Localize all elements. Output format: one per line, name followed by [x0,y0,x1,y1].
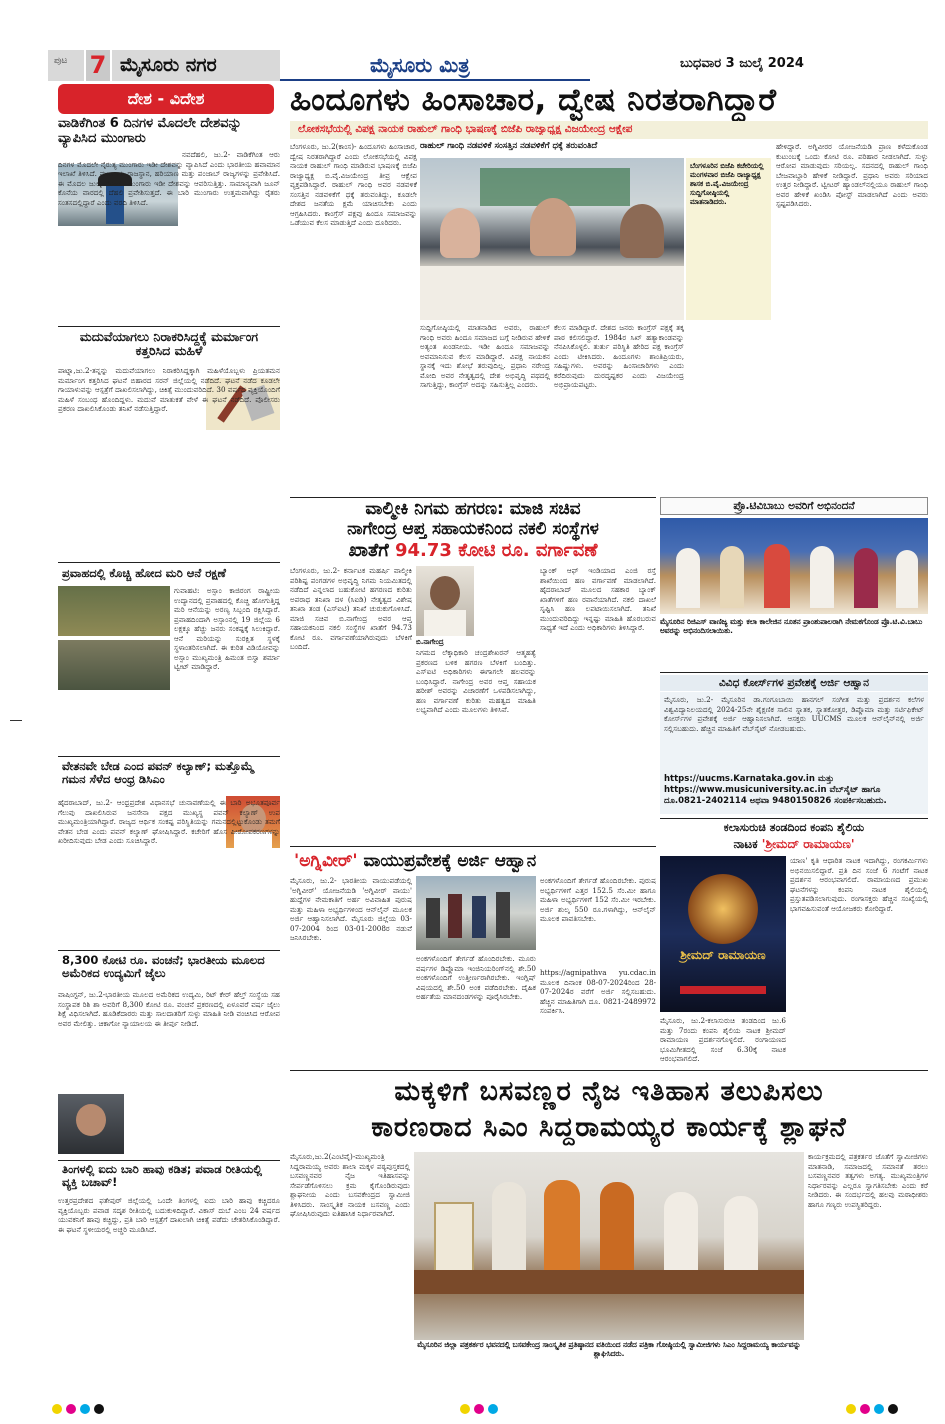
reg-dot [80,1404,90,1414]
basava-headline-1: ಮಕ್ಕಳಿಗೆ ಬಸವಣ್ಣರ ನೈಜ ಇತಿಹಾಸ ತಲುಪಿಸಲು [394,1076,824,1107]
reg-dot [874,1404,884,1414]
reg-dot [888,1404,898,1414]
agniveer-links: https://agnipathva yu.cdac.in ಮೂಲಕ ದಿನಾಂಕ 08-07-2024ರಿಂದ 28-07-2024ರ ವರೆಗೆ ಅರ್ಜಿ ಸಲ್ಲಿಸಬಹುದು. ಹೆಚ್ಚಿನ ಮಾಹಿತಿಗಾಗಿ ದೂ. 0821-2489972 ಸಂಪರ್ಕಿಸಿ. [540,968,656,1015]
monsoon-headline: ವಾಡಿಕೆಗಿಂತ 6 ದಿನಗಳ ಮೊದಲೇ ದೇಶವನ್ನು ವ್ಯಾಪಿಸಿದ ಮುಂಗಾರು [58,116,242,146]
valmiki-headline-3 [290,541,656,562]
divider [58,756,280,757]
lead-subhead: ಲೋಕಸಭೆಯಲ್ಲಿ ವಿಪಕ್ಷ ನಾಯಕ ರಾಹುಲ್ ಗಾಂಧಿ ಭಾಷಣಕ್ಕೆ ಬಿಜೆಪಿ ರಾಜ್ಯಾಧ್ಯಕ್ಷ ವಿಜಯೇಂದ್ರ ಆಕ್ಷೇಪ [298,123,633,135]
snake-body: ಉತ್ತರಪ್ರದೇಶದ ಫತೇಪುರ್ ಜಿಲ್ಲೆಯಲ್ಲಿ ಒಂದೇ ತಿಂಗಳಲ್ಲಿ ಐದು ಬಾರಿ ಹಾವು ಕಚ್ಚಿದರೂ ವ್ಯಕ್ತಿಯೊಬ್ಬರು ಪವಾಡ ಸದೃಶ ರೀತಿಯಲ್ಲಿ ಬದುಕುಳಿದಿದ್ದಾರೆ. ವಿಕಾಸ್ ದುಬೆ ಎಂಬ 24 ವರ್ಷದ ಯುವಕನಿಗೆ ಹಾವು ಕಚ್ಚಿದ್ದು, ಪ್ರತಿ ಬಾರಿ ಆಸ್ಪತ್ರೆಗೆ ದಾಖಲಾಗಿ ಚಿಕಿತ್ಸೆ ಪಡೆದು ಚೇತರಿಸಿಕೊಂಡಿದ್ದಾರೆ. ಈ ಘಟನೆ ಸ್ಥಳೀಯರಲ್ಲಿ ಅಚ್ಚರಿ ಮೂಡಿಸಿದೆ. [58,1196,280,1234]
agniveer-body-col3: ಅಂಕಗಳೊಂದಿಗೆ ತೇರ್ಗಡೆ ಹೊಂದಿರಬೇಕು. ಪುರುಷ ಅಭ್ಯರ್ಥಿಗಳಿಗೆ ಎತ್ತರ 152.5 ಸೆಂ.ಮೀ ಹಾಗೂ ಮಹಿಳಾ ಅಭ್ಯರ್ಥಿಗಳಿಗೆ 152 ಸೆಂ.ಮೀ ಇರಬೇಕು. ಅರ್ಜಿ ಶುಲ್ಕ 550 ರೂ.ಗಳಾಗಿದ್ದು, ಆನ್‌ಲೈನ್ ಮೂಲಕ ಪಾವತಿಸಬೇಕು. [540,876,656,923]
basava-body-col3: ಕಾರ್ಯಕ್ರಮದಲ್ಲಿ ಪತ್ರಕರ್ತರ ಜೊತೆಗೆ ಸ್ವಾಮೀಜಿಗಳು ಮಾತನಾಡಿ, ಸಮಾಜದಲ್ಲಿ ಸಮಾನತೆ ತರಲು ಬಸವಣ್ಣನವರ ತತ್ವಗಳು ಅಗತ್ಯ. ಮುಖ್ಯಮಂತ್ರಿಗಳ ನಿರ್ಧಾರವನ್ನು ಎಲ್ಲರೂ ಸ್ವಾಗತಿಸಬೇಕು ಎಂದು ಕರೆ ನೀಡಿದರು. ಈ ಸಂದರ್ಭದಲ್ಲಿ ಹಲವು ಮಠಾಧೀಶರು ಹಾಗೂ ಗಣ್ಯರು ಉಪಸ್ಥಿತರಿದ್ದರು. [808,1152,928,1209]
divider [290,1070,928,1071]
reg-dot [846,1404,856,1414]
reg-dot [460,1404,470,1414]
music-title: ವಿವಿಧ ಕೋರ್ಸ್‌ಗಳ ಪ್ರವೇಶಕ್ಕೆ ಅರ್ಜಿ ಆಹ್ವಾನ [719,677,869,689]
valmiki-body-col2: ನಿಗಮದ ಲೆಕ್ಕಾಧಿಕಾರಿ ಚಂದ್ರಶೇಖರನ್ ಆತ್ಮಹತ್ಯೆ ಪ್ರಕರಣದ ಬಳಿಕ ಹಗರಣ ಬೆಳಕಿಗೆ ಬಂದಿತ್ತು. ಎಸ್‌ಐಟಿ ಅಧಿಕಾರಿಗಳು ಈಗಾಗಲೇ ಹಲವರನ್ನು ಬಂಧಿಸಿದ್ದಾರೆ. ನಾಗೇಂದ್ರ ಅವರ ಆಪ್ತ ಸಹಾಯಕ ಹರೀಶ್ ಅವರನ್ನು ವಿಚಾರಣೆಗೆ ಒಳಪಡಿಸಲಾಗಿದ್ದು, ಹಣ ವರ್ಗಾವಣೆ ಕುರಿತು ಮಹತ್ವದ ಮಾಹಿತಿ ಲಭ್ಯವಾಗಿದೆ ಎಂದು ಮೂಲಗಳು ತಿಳಿಸಿವೆ. [416,648,536,714]
pawan-headline: ವೇತನವೇ ಬೇಡ ಎಂದ ಪವನ್ ಕಲ್ಯಾಣ್; ಮತ್ತೊಮ್ಮೆ ಗಮನ ಸೆಳೆದ ಆಂಧ್ರ ಡಿಸಿಎಂ [62,759,254,787]
valmiki-headline-1: ವಾಲ್ಮೀಕಿ ನಿಗಮ ಹಗರಣ: ಮಾಜಿ ಸಚಿವ [365,499,581,519]
section-title: ಮೈಸೂರು ನಗರ [120,54,217,76]
valmiki-headline-2: ನಾಗೇಂದ್ರ ಆಪ್ತ ಸಹಾಯಕನಿಂದ ನಕಲಿ ಸಂಸ್ಥೆಗಳ [347,519,599,539]
elephant-body-cont [58,694,280,750]
ramayana-body-right: ಯಾಣ' ಕೃತಿ ಆಧಾರಿತ ನಾಟಕ ಇದಾಗಿದ್ದು, ರಂಗಕರ್ಮಿಗಳು ಅಭಿನಯಿಸಲಿದ್ದಾರೆ. ಪ್ರತಿ ದಿನ ಸಂಜೆ 6 ಗಂಟೆಗೆ ನಾಟಕ ಪ್ರದರ್ಶನ ಆರಂಭವಾಗಲಿದೆ. ರಾಮಾಯಣದ ಪ್ರಮುಖ ಘಟನೆಗಳನ್ನು ಕಂಪನಿ ನಾಟಕ ಶೈಲಿಯಲ್ಲಿ ಪ್ರಸ್ತುತಪಡಿಸಲಾಗುವುದು. ರಂಗಾಸಕ್ತರು ಹೆಚ್ಚಿನ ಸಂಖ್ಯೆಯಲ್ಲಿ ಭಾಗವಹಿಸುವಂತೆ ಆಯೋಜಕರು ಕೋರಿದ್ದಾರೆ. [790,856,928,913]
reg-dot [488,1404,498,1414]
elephant-headline: ಪ್ರವಾಹದಲ್ಲಿ ಕೊಚ್ಚಿ ಹೋದ ಮರಿ ಆನೆ ರಕ್ಷಣೆ [62,566,226,580]
ramayana-title-name: 'ಶ್ರೀಮದ್ ರಾಮಾಯಣ' [761,837,855,851]
lead-kicker: ರಾಹುಲ್ ಗಾಂಧಿ ನಡವಳಿಕೆ ಸಂಸತ್ತಿನ ನಡವಳಿಕೆಗೆ ಧಕ್ಕೆ ತರುವಂತಿದೆ [420,142,598,151]
felicitation-title: ಪ್ರೊ.ಟಿವಿಬಾಬು ಅವರಿಗೆ ಅಭಿನಂದನೆ [733,500,855,512]
nagendra-photo-label: ಬಿ.ನಾಗೇಂದ್ರ [416,638,444,646]
divider [58,1160,280,1161]
page-number: 7 [84,50,112,81]
reg-dot [94,1404,104,1414]
ramayana-poster [660,856,786,1012]
basava-photo [414,1152,804,1340]
valmiki-body-col2-top [478,566,536,646]
snake-headline: ತಿಂಗಳಲ್ಲಿ ಐದು ಬಾರಿ ಹಾವು ಕಡಿತ; ಪವಾಡ ರೀತಿಯಲ್ಲಿ ವ್ಯಕ್ತಿ ಬಚಾವ್! [62,1162,263,1190]
divider [660,818,928,819]
divider [58,326,280,327]
divider [660,672,928,673]
lead-body-col4: ಹೇಳಿದ್ದಾರೆ. ಅಗ್ನಿವೀರರ ಯೋಜನೆಯಡಿ ಪ್ರಾಣ ಕಳೆದುಕೊಂಡ ಕುಟುಂಬಕ್ಕೆ ಒಂದು ಕೋಟಿ ರೂ. ಪರಿಹಾರ ನೀಡಲಾಗಿದೆ. ಸುಳ್ಳು ಆರೋಪ ಮಾಡುವುದು ಸರಿಯಲ್ಲ. ಸದನದಲ್ಲಿ ರಾಹುಲ್ ಗಾಂಧಿ ಬೇಜವಾಬ್ದಾರಿ ಹೇಳಿಕೆ ನೀಡಿದ್ದಾರೆ. ಪ್ರಧಾನಿ ಅವರು ಸರಿಯಾದ ಉತ್ತರ ನೀಡಿದ್ದಾರೆ. ಟ್ವೀಟರ್ ಹ್ಯಾಂಡಲ್‌ನಲ್ಲಿಯೂ ರಾಹುಲ್ ಗಾಂಧಿ ಅವರ ಹೇಳಿಕೆ ಖಂಡಿಸಿ ಪೋಸ್ಟ್ ಮಾಡಲಾಗಿದೆ ಎಂದು ಅವರು ಸ್ಪಷ್ಟಪಡಿಸಿದರು. [776,142,928,208]
margin-mark [10,720,22,721]
reg-dot [474,1404,484,1414]
basava-headline-2: ಕಾರಣರಾದ ಸಿಎಂ ಸಿದ್ದರಾಮಯ್ಯರ ಕಾರ್ಯಕ್ಕೆ ಶ್ಲಾಘನೆ [371,1112,847,1143]
marriage-headline: ಮದುವೆಯಾಗಲು ನಿರಾಕರಿಸಿದ್ದಕ್ಕೆ ಮರ್ಮಾಂಗ ಕತ್ತರಿಸಿದ ಮಹಿಳೆ [79,329,259,359]
valmiki-headline-3a: ಖಾತೆಗೆ [348,540,395,561]
divider [290,497,656,498]
divider [290,846,656,847]
lead-photo [420,158,684,320]
lead-body-col1: ಬೆಂಗಳೂರು, ಜು.2(ಕಾಂಸ)- ಹಿಂದೂಗಳು ಹಿಂಸಾಚಾರ, ದ್ವೇಷ ನಿರತರಾಗಿದ್ದಾರೆ ಎಂದು ಲೋಕಸಭೆಯಲ್ಲಿ ವಿಪಕ್ಷ ನಾಯಕ ರಾಹುಲ್ ಗಾಂಧಿ ಮಾಡಿರುವ ಭಾಷಣಕ್ಕೆ ಬಿಜೆಪಿ ರಾಜ್ಯಾಧ್ಯಕ್ಷ ಬಿ.ವೈ.ವಿಜಯೇಂದ್ರ ತೀವ್ರ ಆಕ್ಷೇಪ ವ್ಯಕ್ತಪಡಿಸಿದ್ದಾರೆ. ರಾಹುಲ್ ಗಾಂಧಿ ಅವರ ನಡವಳಿಕೆ ಸಂಸತ್ತಿನ ನಡವಳಿಕೆಗೆ ಧಕ್ಕೆ ತರುವಂತಿದ್ದು, ಕೂಡಲೇ ದೇಶದ ಜನತೆಯ ಕ್ಷಮೆ ಯಾಚಿಸಬೇಕು ಎಂದು ಆಗ್ರಹಿಸಿದರು. ಕಾಂಗ್ರೆಸ್ ಪಕ್ಷವು ಹಿಂದೂ ಸಮಾಜವನ್ನು ಒಡೆಯುವ ಕೆಲಸ ಮಾಡುತ್ತಿದೆ ಎಂದು ದೂರಿದರು. [290,142,417,227]
lead-body-col3: ಕೆಲಸ ಮಾಡಿದ್ದಾರೆ. ದೇಶದ ಜನರು ಕಾಂಗ್ರೆಸ್ ಪಕ್ಷಕ್ಕೆ ತಕ್ಕ ಪಾಠ ಕಲಿಸಲಿದ್ದಾರೆ. 1984ರ ಸಿಖ್ ಹತ್ಯಾಕಾಂಡವನ್ನು ನೆನಪಿಸಿಕೊಳ್ಳಲಿ. ತುರ್ತು ಪರಿಸ್ಥಿತಿ ಹೇರಿದ ಪಕ್ಷ ಕಾಂಗ್ರೆಸ್ ಎಂದು ಟೀಕಿಸಿದರು. ಹಿಂದೂಗಳು ಶಾಂತಿಪ್ರಿಯರು, ಸಹಿಷ್ಣುಗಳು. ಅವರನ್ನು ಹಿಂಸಾಚಾರಿಗಳು ಎಂದು ಕರೆದಿರುವುದು ದುರದೃಷ್ಟಕರ ಎಂದು ವಿಜಯೇಂದ್ರ ಅಭಿಪ್ರಾಯಪಟ್ಟರು. [554,323,684,389]
divider [58,562,280,563]
section-banner: ದೇಶ - ವಿದೇಶ [58,84,274,114]
pawan-body: ಹೈದರಾಬಾದ್, ಜು.2- ಆಂಧ್ರಪ್ರದೇಶ ವಿಧಾನಸಭೆ ಚುನಾವಣೆಯಲ್ಲಿ ಈ ಬಾರಿ ಅಭೂತಪೂರ್ವ ಗೆಲುವು ದಾಖಲಿಸಿರುವ ಜನಸೇನಾ ಪಕ್ಷದ ಮುಖ್ಯಸ್ಥ ಪವನ್ ಕಲ್ಯಾಣ್ ಉಪ ಮುಖ್ಯಮಂತ್ರಿಯಾಗಿದ್ದಾರೆ. ರಾಜ್ಯದ ಆರ್ಥಿಕ ಸಂಕಷ್ಟ ಪರಿಸ್ಥಿತಿಯನ್ನು ಗಮನದಲ್ಲಿಟ್ಟುಕೊಂಡು ತಮಗೆ ವೇತನ ಬೇಡ ಎಂದು ಪವನ್ ಕಲ್ಯಾಣ್ ಘೋಷಿಸಿದ್ದಾರೆ. ಕಚೇರಿಗೆ ಹೊಸ ಪೀಠೋಪಕರಣಗಳನ್ನು ಖರೀದಿಸುವುದು ಬೇಡ ಎಂದು ಸೂಚಿಸಿದ್ದಾರೆ. [58,798,280,845]
valmiki-body-col1: ಬೆಂಗಳೂರು, ಜು.2- ಕರ್ನಾಟಕ ಮಹರ್ಷಿ ವಾಲ್ಮೀಕಿ ಪರಿಶಿಷ್ಟ ಪಂಗಡಗಳ ಅಭಿವೃದ್ಧಿ ನಿಗಮ ನಿಯಮಿತದಲ್ಲಿ ನಡೆದಿದೆ ಎನ್ನಲಾದ ಬಹುಕೋಟಿ ಹಗರಣದ ಕುರಿತು ಅಪರಾಧ ತನಿಖಾ ದಳ (ಸಿಐಡಿ) ನೇತೃತ್ವದ ವಿಶೇಷ ತನಿಖಾ ತಂಡ (ಎಸ್‌ಐಟಿ) ತನಿಖೆ ಚುರುಕುಗೊಳಿಸಿದೆ. ಮಾಜಿ ಸಚಿವ ಬಿ.ನಾಗೇಂದ್ರ ಅವರ ಆಪ್ತ ಸಹಾಯಕನಿಂದ ನಕಲಿ ಸಂಸ್ಥೆಗಳ ಖಾತೆಗೆ 94.73 ಕೋಟಿ ರೂ. ವರ್ಗಾವಣೆಯಾಗಿರುವುದು ಬೆಳಕಿಗೆ ಬಂದಿದೆ. [290,566,412,651]
agniveer-title-rest: ವಾಯುಪ್ರವೇಶಕ್ಕೆ ಅರ್ಜಿ ಆಹ್ವಾನ [357,851,537,871]
nagendra-photo [416,566,474,636]
lead-photo-caption: ಬೆಂಗಳೂರಿನ ಬಿಜೆಪಿ ಕಚೇರಿಯಲ್ಲಿ ಮಂಗಳವಾರ ಬಿಜೆಪಿ ರಾಜ್ಯಾಧ್ಯಕ್ಷ ಶಾಸಕ ಬಿ.ವೈ.ವಿಜಯೇಂದ್ರ ಸುದ್ದಿಗೋಷ್ಠಿಯಲ್ಲಿ ಮಾತನಾಡಿದರು. [690,162,764,207]
marriage-body: ಪಾಟ್ನಾ,ಜು.2-ತನ್ನನ್ನು ಮದುವೆಯಾಗಲು ನಿರಾಕರಿಸಿದ್ದಕ್ಕಾಗಿ ಮಹಿಳೆಯೊಬ್ಬಳು ಪ್ರಿಯತಮನ ಮರ್ಮಾಂಗ ಕತ್ತರಿಸಿದ ಘಟನೆ ಬಿಹಾರದ ಸರನ್ ಜಿಲ್ಲೆಯಲ್ಲಿ ನಡೆದಿದೆ. ಘಟನೆ ನಡೆದ ಕೂಡಲೇ ಗಾಯಾಳುವನ್ನು ಆಸ್ಪತ್ರೆಗೆ ದಾಖಲಿಸಲಾಗಿದ್ದು, ಚಿಕಿತ್ಸೆ ಮುಂದುವರಿದಿದೆ. 30 ವರ್ಷದ ವ್ಯಕ್ತಿಯೊಂದಿಗೆ ಮಹಿಳೆ ಸಂಬಂಧ ಹೊಂದಿದ್ದಳು. ಮದುವೆ ಮಾತುಕತೆ ವೇಳೆ ಈ ಘಟನೆ ನಡೆದಿದೆ. ಪೊಲೀಸರು ಪ್ರಕರಣ ದಾಖಲಿಸಿಕೊಂಡು ತನಿಖೆ ನಡೆಸುತ್ತಿದ್ದಾರೆ. [58,366,280,413]
agniveer-title: 'ಅಗ್ನಿವೀರ್' [294,851,358,871]
reg-dot [860,1404,870,1414]
agniveer-body-col1: ಮೈಸೂರು, ಜು.2- ಭಾರತೀಯ ವಾಯುಪಡೆಯಲ್ಲಿ 'ಅಗ್ನಿವೀರ್' ಯೋಜನೆಯಡಿ 'ಅಗ್ನಿವೀರ್ ವಾಯು' ಹುದ್ದೆಗಳ ನೇಮಕಾತಿಗೆ ಅರ್ಹ ಅವಿವಾಹಿತ ಪುರುಷ ಮತ್ತು ಮಹಿಳಾ ಅಭ್ಯರ್ಥಿಗಳಿಂದ ಆನ್‌ಲೈನ್ ಮೂಲಕ ಅರ್ಜಿ ಆಹ್ವಾನಿಸಲಾಗಿದೆ. ಮೈಸೂರು ಜಿಲ್ಲೆಯ 03-07-2004 ರಿಂದ 03-01-2008ರ ನಡುವೆ ಜನಿಸಿರಬೇಕು. [290,876,412,942]
page-label: ಪುಟ [54,56,68,66]
basava-body-col1: ಮೈಸೂರು,ಜು.2(ಎಂಟಿವೈ)-ಮುಖ್ಯಮಂತ್ರಿ ಸಿದ್ದರಾಮಯ್ಯ ಅವರು ಶಾಲಾ ಮಕ್ಕಳ ಪಠ್ಯಪುಸ್ತಕದಲ್ಲಿ ಬಸವಣ್ಣನವರ ನೈಜ ಇತಿಹಾಸವನ್ನು ಸೇರ್ಪಡೆಗೊಳಿಸಲು ಕ್ರಮ ಕೈಗೊಂಡಿರುವುದು ಶ್ಲಾಘನೀಯ ಎಂದು ಬಸವಕೇಂದ್ರದ ಸ್ವಾಮೀಜಿ ತಿಳಿಸಿದರು. ಸಾಂಸ್ಕೃತಿಕ ನಾಯಕ ಬಸವಣ್ಣ ಎಂದು ಘೋಷಿಸಿರುವುದು ಐತಿಹಾಸಿಕ ನಿರ್ಧಾರವಾಗಿದೆ. [290,1152,410,1218]
ramayana-body-left: ಮೈಸೂರು, ಜು.2-ಕಲಾಸುರುಚಿ ತಂಡದಿಂದ ಜು.6 ಮತ್ತು 7ರಂದು ಕಂಪನಿ ಶೈಲಿಯ ನಾಟಕ ಶ್ರೀಮದ್ ರಾಮಾಯಣ ಪ್ರದರ್ಶನಗೊಳ್ಳಲಿದೆ. ರಂಗಾಯಣದ ಭೂಮಿಗೀತದಲ್ಲಿ ಸಂಜೆ 6.30ಕ್ಕೆ ನಾಟಕ ಆರಂಭವಾಗಲಿದೆ. [660,1016,786,1063]
ramayana-poster-title: ಶ್ರೀಮದ್ ರಾಮಾಯಣ [680,948,766,962]
music-body: ಮೈಸೂರು, ಜು.2- ಮೈಸೂರಿನ ಡಾ.ಗಂಗೂಬಾಯಿ ಹಾನಗಲ್ ಸಂಗೀತ ಮತ್ತು ಪ್ರದರ್ಶನ ಕಲೆಗಳ ವಿಶ್ವವಿದ್ಯಾನಿಲಯದಲ್ಲಿ 2024-25ನೇ ಶೈಕ್ಷಣಿಕ ಸಾಲಿನ ಸ್ನಾತಕ, ಸ್ನಾತಕೋತ್ತರ, ಡಿಪ್ಲೊಮಾ ಮತ್ತು ಸರ್ಟಿಫಿಕೇಟ್ ಕೋರ್ಸ್‌ಗಳ ಪ್ರವೇಶಕ್ಕೆ ಅರ್ಜಿ ಆಹ್ವಾನಿಸಲಾಗಿದೆ. ಆಸಕ್ತರು UUCMS ಮೂಲಕ ಆನ್‌ಲೈನ್‌ನಲ್ಲಿ ಅರ್ಜಿ ಸಲ್ಲಿಸಬಹುದು. ಹೆಚ್ಚಿನ ಮಾಹಿತಿಗೆ ವೆಬ್‌ಸೈಟ್ ನೋಡಬಹುದು. [664,695,924,733]
ramayana-title-1: ಕಲಾಸುರುಚಿ ತಂಡದಿಂದ ಕಂಪನಿ ಶೈಲಿಯ [723,821,865,834]
agniveer-photo [416,876,536,950]
felicitation-photo [660,518,928,614]
elephant-body: ಗುವಾಹಟಿ: ಅಸ್ಸಾಂ ಕಾಜಿರಂಗ ರಾಷ್ಟ್ರೀಯ ಉದ್ಯಾನದಲ್ಲಿ ಪ್ರವಾಹದಲ್ಲಿ ಕೊಚ್ಚಿ ಹೋಗುತ್ತಿದ್ದ ಮರಿ ಆನೆಯನ್ನು ಅರಣ್ಯ ಸಿಬ್ಬಂದಿ ರಕ್ಷಿಸಿದ್ದಾರೆ. ಪ್ರವಾಹದಿಂದಾಗಿ ಅಸ್ಸಾಂನಲ್ಲಿ 19 ಜಿಲ್ಲೆಯ 6 ಲಕ್ಷಕ್ಕೂ ಹೆಚ್ಚು ಜನರು ಸಂಕಷ್ಟಕ್ಕೆ ಸಿಲುಕಿದ್ದಾರೆ. ಆನೆ ಮರಿಯನ್ನು ಸುರಕ್ಷಿತ ಸ್ಥಳಕ್ಕೆ ಸ್ಥಳಾಂತರಿಸಲಾಗಿದೆ. ಈ ಕುರಿತ ವಿಡಿಯೋವನ್ನು ಅಸ್ಸಾಂ ಮುಖ್ಯಮಂತ್ರಿ ಹಿಮಂತ ಬಿಸ್ವಾ ಶರ್ಮಾ ಟ್ವೀಟ್ ಮಾಡಿದ್ದಾರೆ. [174,586,280,671]
basava-photo-caption: ಮೈಸೂರಿನ ಜಿಲ್ಲಾ ಪತ್ರಕರ್ತರ ಭವನದಲ್ಲಿ ಬಸವಕೇಂದ್ರ ಸಾಂಸ್ಕೃತಿಕ ಪ್ರತಿಷ್ಠಾನದ ವತಿಯಿಂದ ನಡೆದ ಪತ್ರಿಕಾ ಗೋಷ್ಠಿಯಲ್ಲಿ ಸ್ವಾಮೀಜಿಗಳು ಸಿಎಂ ಸಿದ್ದರಾಮಯ್ಯ ಕಾರ್ಯವನ್ನು ಶ್ಲಾಘಿಸಿದರು. [417,1340,801,1359]
fraud-body: ವಾಷಿಂಗ್ಟನ್, ಜು.2-ಭಾರತೀಯ ಮೂಲದ ಅಮೆರಿಕದ ಉದ್ಯಮಿ, ರಿಟ್ ಕೇರ್ ಹೆಲ್ತ್ ಸಂಸ್ಥೆಯ ಸಹ ಸಂಸ್ಥಾಪಕ ರಿಶಿ ಶಾ ಅವರಿಗೆ 8,300 ಕೋಟಿ ರೂ. ವಂಚನೆ ಪ್ರಕರಣದಲ್ಲಿ ಏಳೂವರೆ ವರ್ಷ ಜೈಲು ಶಿಕ್ಷೆ ವಿಧಿಸಲಾಗಿದೆ. ಹೂಡಿಕೆದಾರರು ಮತ್ತು ಸಾಲದಾತರಿಗೆ ಸುಳ್ಳು ಮಾಹಿತಿ ನೀಡಿ ವಂಚಿಸಿದ ಆರೋಪ ಅವರ ಮೇಲಿತ್ತು. ಚಿಕಾಗೋ ನ್ಯಾಯಾಲಯ ಈ ತೀರ್ಪು ನೀಡಿದೆ. [58,990,280,1028]
agniveer-headline [294,852,656,872]
lead-headline: ಹಿಂದೂಗಳು ಹಿಂಸಾಚಾರ, ದ್ವೇಷ ನಿರತರಾಗಿದ್ದಾರೆ [290,82,777,118]
elephant-photo-2 [58,640,170,690]
divider [58,950,280,951]
valmiki-amount: 94.73 ಕೋಟಿ ರೂ. ವರ್ಗಾವಣೆ [395,540,598,561]
felicitation-caption: ಮೈಸೂರಿನ ರಿಜಿಎಸ್ ವಾಣಿಜ್ಯ ಮತ್ತು ಕಲಾ ಕಾಲೇಜಿನ ನೂತನ ಪ್ರಾಂಶುಪಾಲರಾಗಿ ನೇಮಕಗೊಂಡ ಪ್ರೊ.ಟಿ.ವಿ.ಬಾಬು ಅವರನ್ನು ಅಭಿನಂದಿಸಲಾಯಿತು. [660,617,923,636]
ramayana-body-cont [790,1016,928,1066]
music-links: https://uucms.Karnataka.gov.in ಮತ್ತು https://www.musicuniversity.ac.in ವೆಬ್‌ಸೈಟ್ ಹಾಗೂ ದೂ.0821-2402114 ಅಥವಾ 9480150826 ಸಂಪರ್ಕಿಸಬಹುದು. [664,774,887,807]
lead-body-col2: ಸುದ್ದಿಗೋಷ್ಠಿಯಲ್ಲಿ ಮಾತನಾಡಿದ ಅವರು, ರಾಹುಲ್ ಗಾಂಧಿ ಅವರು ಹಿಂದೂ ಸಮಾಜದ ಬಗ್ಗೆ ನೀಡಿರುವ ಹೇಳಿಕೆ ಅತ್ಯಂತ ಖಂಡನೀಯ. ಇಡೀ ಹಿಂದೂ ಸಮಾಜವನ್ನು ಅವಮಾನಿಸುವ ಕೆಲಸ ಮಾಡಿದ್ದಾರೆ. ವಿಪಕ್ಷ ನಾಯಕನ ಸ್ಥಾನಕ್ಕೆ ಇದು ಶೋಭೆ ತರುವುದಿಲ್ಲ. ಪ್ರಧಾನಿ ನರೇಂದ್ರ ಮೋದಿ ಅವರ ನೇತೃತ್ವದಲ್ಲಿ ದೇಶ ಅಭಿವೃದ್ಧಿ ಪಥದಲ್ಲಿ ಸಾಗುತ್ತಿದ್ದು, ಕಾಂಗ್ರೆಸ್ ಅದನ್ನು ಸಹಿಸುತ್ತಿಲ್ಲ ಎಂದರು. [420,323,550,389]
agniveer-body-col2: ಅಂಕಗಳೊಂದಿಗೆ ತೇರ್ಗಡೆ ಹೊಂದಿರಬೇಕು. ಮೂರು ವರ್ಷಗಳ ಡಿಪ್ಲೊಮಾ ಇಂಜಿನಿಯರಿಂಗ್‌ನಲ್ಲಿ ಶೇ.50 ಅಂಕಗಳೊಂದಿಗೆ ಉತ್ತೀರ್ಣರಾಗಿರಬೇಕು. ಇಂಗ್ಲಿಷ್ ವಿಷಯದಲ್ಲಿ ಶೇ.50 ಅಂಕ ಪಡೆದಿರಬೇಕು. ದೈಹಿಕ ಅರ್ಹತೆಯ ಮಾನದಂಡಗಳನ್ನು ಪೂರೈಸಿರಬೇಕು. [416,954,536,1001]
reg-dot [66,1404,76,1414]
issue-date: ಬುಧವಾರ 3 ಜುಲೈ 2024 [680,56,804,71]
reg-dot [52,1404,62,1414]
valmiki-body-col3: ಬ್ಯಾಂಕ್ ಆಫ್ ಇಂಡಿಯಾದ ಎಂಜಿ ರಸ್ತೆ ಶಾಖೆಯಿಂದ ಹಣ ವರ್ಗಾವಣೆ ಮಾಡಲಾಗಿದೆ. ಹೈದರಾಬಾದ್ ಮೂಲದ ಸಹಕಾರ ಬ್ಯಾಂಕ್ ಖಾತೆಗಳಿಗೆ ಹಣ ರವಾನೆಯಾಗಿದೆ. ನಕಲಿ ದಾಖಲೆ ಸೃಷ್ಟಿಸಿ ಹಣ ಲಪಟಾಯಿಸಲಾಗಿದೆ. ತನಿಖೆ ಮುಂದುವರಿದಿದ್ದು ಇನ್ನಷ್ಟು ಮಾಹಿತಿ ಹೊರಬರುವ ಸಾಧ್ಯತೆ ಇದೆ ಎಂದು ಅಧಿಕಾರಿಗಳು ತಿಳಿಸಿದ್ದಾರೆ. [540,566,656,632]
ramayana-title-prefix: ನಾಟಕ [733,837,762,851]
monsoon-body: ನವದೆಹಲಿ, ಜು.2- ವಾಡಿಕೆಗಿಂತ ಆರು ದಿನಗಳ ಮೊದಲೇ ನೈರುತ್ಯ ಮುಂಗಾರು ಇಡೀ ದೇಶವನ್ನು ವ್ಯಾಪಿಸಿದೆ ಎಂದು ಭಾರತೀಯ ಹವಾಮಾನ ಇಲಾಖೆ ತಿಳಿಸಿದೆ. ಮುಂಗಾರು ರಾಜಸ್ಥಾನ, ಹರಿಯಾಣ ಮತ್ತು ಪಂಜಾಬ್ ರಾಜ್ಯಗಳನ್ನು ಪ್ರವೇಶಿಸಿದೆ. ಈ ಮೊದಲ ಜುಲೈ 8ರಂದು ಮುಂಗಾರು ಇಡೀ ದೇಶವನ್ನು ಆವರಿಸುತ್ತಿತ್ತು. ಸಾಮಾನ್ಯವಾಗಿ ಜೂನ್ ಕೊನೆಯ ವಾರದಲ್ಲಿ ದೆಹಲಿ ಪ್ರವೇಶಿಸುತ್ತದೆ. ಈ ಬಾರಿ ಮುಂಗಾರು ಉತ್ತಮವಾಗಿದ್ದು ರೈತರು ಸಂತಸದಲ್ಲಿದ್ದಾರೆ ಎಂದು ವರದಿ ತಿಳಿಸಿದೆ. [58,150,280,207]
ramayana-title-2 [660,838,928,852]
fraud-headline: 8,300 ಕೋಟಿ ರೂ. ವಂಚನೆ; ಭಾರತೀಯ ಮೂಲದ ಅಮೆರಿಕದ ಉದ್ಯಮಿಗೆ ಜೈಲು [62,953,265,981]
elephant-photo-1 [58,586,170,636]
masthead: ಮೈಸೂರು ಮಿತ್ರ [370,53,470,77]
